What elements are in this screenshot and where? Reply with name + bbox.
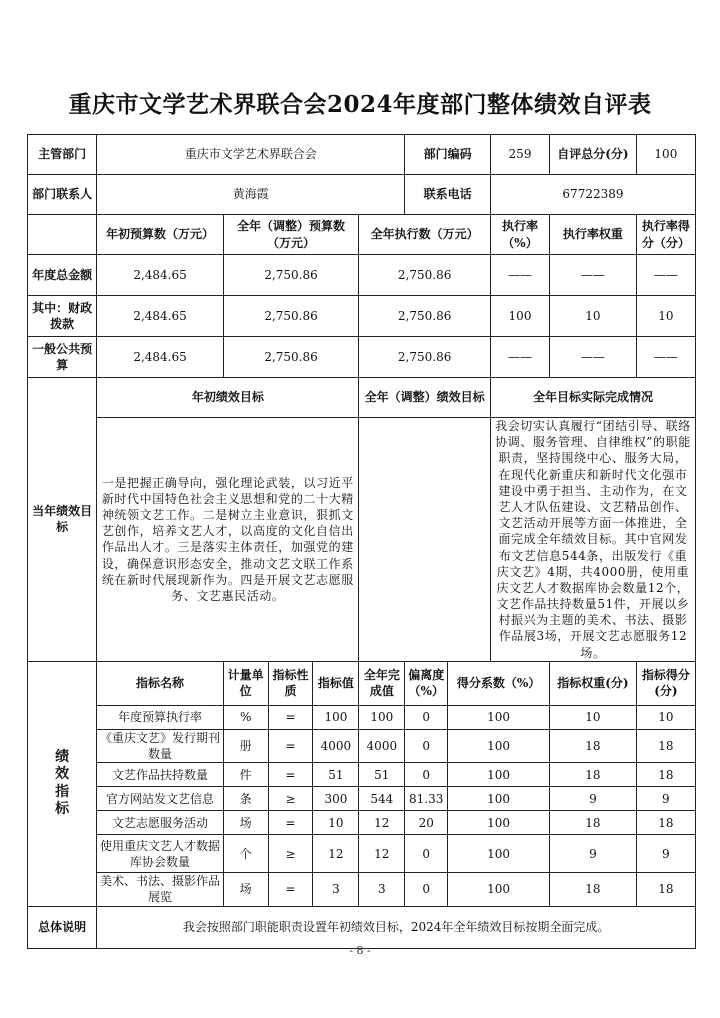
budget-adj: 2,750.86 (223, 337, 359, 378)
ind-target: 10 (313, 811, 359, 835)
budget-row (28, 255, 696, 296)
ind-nature: ≥ (268, 787, 313, 811)
budget-row-label: 其中：财政拨款 (28, 296, 97, 337)
dept-value: 重庆市文学艺术界联合会 (97, 135, 405, 175)
indicators-label-cell (28, 661, 97, 906)
indicators-label: 绩效指标 (55, 748, 70, 818)
ind-unit: 条 (223, 787, 268, 811)
budget-weight: —— (550, 255, 637, 296)
goals-adj-header: 全年（调整）绩效目标 (359, 378, 491, 418)
ind-header-deviation: 偏离度（%） (405, 661, 448, 705)
goals-actual-text: 我会切实认真履行“团结引导、联络协调、服务管理、自律维权”的职能职责，坚持围绕中心、服务大局，在现代化新重庆和新时代文化强市建设中勇于担当、主动作为，在文艺人才队伍建设、文艺精品创作、文艺活动开展等方面一体推进，全面完成全年绩效目标。其中官网发布文艺信息544条，出版发行《重庆文艺》4期，共4000册，使用重庆文艺人才数据库协会数量12个，文艺作品扶持数量51件，开展以乡村振兴为主题的美术、书法、摄影作品展3场，开展文艺志愿服务12场。 (490, 418, 695, 662)
ind-header-weight: 指标权重(分) (550, 661, 637, 705)
ind-header-score: 指标得分(分) (636, 661, 695, 705)
ind-header-name: 指标名称 (97, 661, 223, 705)
ind-deviation: 0 (405, 835, 448, 873)
budget-score: —— (636, 337, 695, 378)
header-row-contact (28, 175, 696, 215)
goals-header-row (28, 378, 696, 418)
budget-header-weight: 执行率权重 (550, 215, 637, 255)
budget-rate: —— (490, 255, 549, 296)
dept-label: 主管部门 (28, 135, 97, 175)
ind-weight: 18 (550, 763, 637, 787)
ind-nature: = (268, 763, 313, 787)
ind-weight: 18 (550, 729, 637, 762)
ind-name: 年度预算执行率 (97, 705, 223, 729)
budget-weight: 10 (550, 296, 637, 337)
budget-weight: —— (550, 337, 637, 378)
ind-actual: 100 (359, 705, 405, 729)
ind-nature: = (268, 811, 313, 835)
ind-score: 18 (636, 811, 695, 835)
indicator-row (28, 729, 696, 762)
ind-weight: 18 (550, 873, 637, 906)
ind-deviation: 0 (405, 763, 448, 787)
ind-deviation: 0 (405, 873, 448, 906)
ind-nature: = (268, 705, 313, 729)
budget-header-score: 执行率得分（分） (636, 215, 695, 255)
ind-unit: 场 (223, 811, 268, 835)
ind-coef: 100 (448, 787, 550, 811)
goals-label: 当年绩效目标 (28, 378, 97, 662)
budget-header-exec: 全年执行数（万元） (359, 215, 491, 255)
indicator-row (28, 873, 696, 906)
ind-actual: 544 (359, 787, 405, 811)
ind-deviation: 81.33 (405, 787, 448, 811)
budget-adj: 2,750.86 (223, 296, 359, 337)
ind-weight: 10 (550, 705, 637, 729)
indicator-row (28, 811, 696, 835)
ind-nature: ≥ (268, 835, 313, 873)
indicator-row (28, 763, 696, 787)
ind-header-nature: 指标性质 (268, 661, 313, 705)
summary-row (28, 906, 696, 948)
code-value: 259 (490, 135, 549, 175)
contact-label: 部门联系人 (28, 175, 97, 215)
budget-init: 2,484.65 (97, 296, 223, 337)
phone-value: 67722389 (490, 175, 695, 215)
ind-unit: 个 (223, 835, 268, 873)
ind-coef: 100 (448, 763, 550, 787)
budget-rate: —— (490, 337, 549, 378)
ind-score: 10 (636, 705, 695, 729)
ind-score: 18 (636, 873, 695, 906)
goals-init-text: 一是把握正确导向，强化理论武装，以习近平新时代中国特色社会主义思想和党的二十大精神统领文艺工作。二是树立主业意识，狠抓文艺创作，培养文艺人才，以高度的文化自信出作品出人才。三是落实主体责任，加强党的建设，确保意识形态安全，推动文艺文联工作系统在新时代展现新作为。四是开展文艺志愿服务、文艺惠民活动。 (97, 418, 359, 662)
contact-value: 黄海霞 (97, 175, 405, 215)
ind-weight: 18 (550, 811, 637, 835)
page-number: - 8 - (349, 944, 371, 957)
ind-score: 18 (636, 763, 695, 787)
ind-name: 美术、书法、摄影作品展览 (97, 873, 223, 906)
ind-actual: 51 (359, 763, 405, 787)
ind-unit: % (223, 705, 268, 729)
indicator-row (28, 705, 696, 729)
budget-corner (28, 215, 97, 255)
ind-actual: 4000 (359, 729, 405, 762)
phone-label: 联系电话 (405, 175, 491, 215)
header-row-dept (28, 135, 696, 175)
page-title: 重庆市文学艺术界联合会2024年度部门整体绩效自评表 (68, 91, 652, 118)
ind-weight: 9 (550, 835, 637, 873)
ind-deviation: 0 (405, 705, 448, 729)
budget-row (28, 296, 696, 337)
ind-coef: 100 (448, 705, 550, 729)
ind-target: 300 (313, 787, 359, 811)
budget-row-label: 年度总金额 (28, 255, 97, 296)
code-label: 部门编码 (405, 135, 491, 175)
budget-row-label: 一般公共预算 (28, 337, 97, 378)
ind-target: 4000 (313, 729, 359, 762)
score-label: 自评总分(分) (550, 135, 637, 175)
ind-target: 12 (313, 835, 359, 873)
budget-exec: 2,750.86 (359, 255, 491, 296)
ind-coef: 100 (448, 835, 550, 873)
budget-header-row (28, 215, 696, 255)
ind-coef: 100 (448, 729, 550, 762)
ind-name: 官方网站发文艺信息 (97, 787, 223, 811)
ind-actual: 12 (359, 835, 405, 873)
ind-name: 《重庆文艺》发行期刊数量 (97, 729, 223, 762)
ind-deviation: 20 (405, 811, 448, 835)
ind-name: 文艺志愿服务活动 (97, 811, 223, 835)
indicator-row (28, 787, 696, 811)
ind-unit: 件 (223, 763, 268, 787)
goals-adj-text (359, 418, 491, 662)
summary-text: 我会按照部门职能职责设置年初绩效目标，2024年全年绩效目标按期全面完成。 (97, 906, 696, 948)
indicator-row (28, 835, 696, 873)
ind-header-coef: 得分系数（%） (448, 661, 550, 705)
score-value: 100 (636, 135, 695, 175)
ind-actual: 3 (359, 873, 405, 906)
ind-coef: 100 (448, 873, 550, 906)
ind-target: 100 (313, 705, 359, 729)
budget-row (28, 337, 696, 378)
budget-header-adj: 全年（调整）预算数（万元） (223, 215, 359, 255)
budget-rate: 100 (490, 296, 549, 337)
ind-unit: 册 (223, 729, 268, 762)
ind-score: 9 (636, 835, 695, 873)
summary-label: 总体说明 (28, 906, 97, 948)
ind-nature: = (268, 873, 313, 906)
performance-table (27, 134, 696, 949)
ind-score: 9 (636, 787, 695, 811)
ind-coef: 100 (448, 811, 550, 835)
ind-header-actual: 全年完成值 (359, 661, 405, 705)
ind-weight: 9 (550, 787, 637, 811)
ind-nature: = (268, 729, 313, 762)
budget-header-init: 年初预算数（万元） (97, 215, 223, 255)
ind-actual: 12 (359, 811, 405, 835)
budget-exec: 2,750.86 (359, 296, 491, 337)
ind-score: 18 (636, 729, 695, 762)
budget-score: —— (636, 255, 695, 296)
ind-unit: 场 (223, 873, 268, 906)
ind-header-unit: 计量单位 (223, 661, 268, 705)
ind-header-target: 指标值 (313, 661, 359, 705)
goals-init-header: 年初绩效目标 (97, 378, 359, 418)
ind-deviation: 0 (405, 729, 448, 762)
goals-actual-header: 全年目标实际完成情况 (490, 378, 695, 418)
budget-header-rate: 执行率（%） (490, 215, 549, 255)
indicator-header-row (28, 661, 696, 705)
budget-init: 2,484.65 (97, 255, 223, 296)
budget-adj: 2,750.86 (223, 255, 359, 296)
ind-target: 3 (313, 873, 359, 906)
budget-score: 10 (636, 296, 695, 337)
ind-target: 51 (313, 763, 359, 787)
budget-init: 2,484.65 (97, 337, 223, 378)
goals-body-row (28, 418, 696, 662)
ind-name: 文艺作品扶持数量 (97, 763, 223, 787)
budget-exec: 2,750.86 (359, 337, 491, 378)
ind-name: 使用重庆文艺人才数据库协会数量 (97, 835, 223, 873)
